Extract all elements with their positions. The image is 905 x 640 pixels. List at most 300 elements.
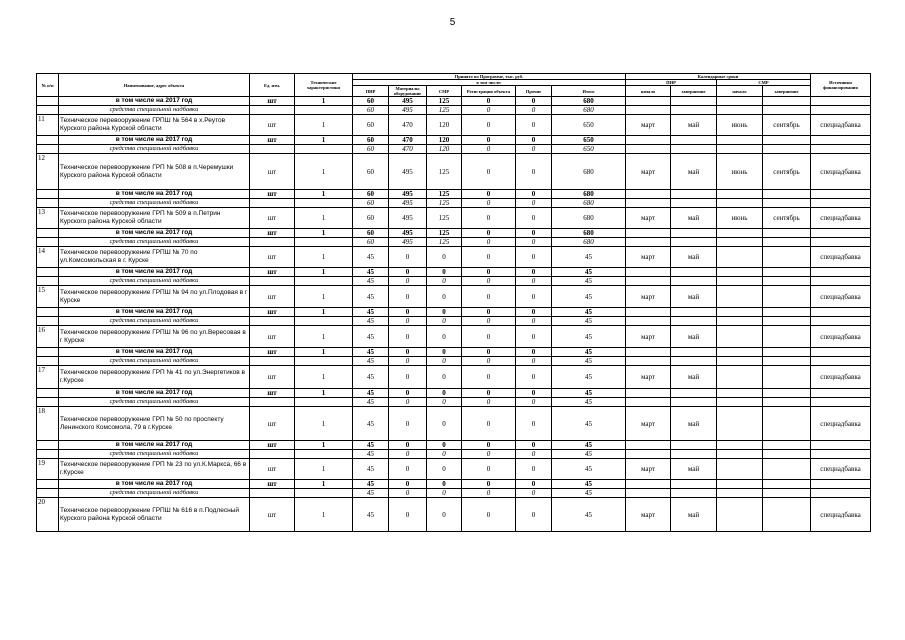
header-smr: СМР	[427, 86, 462, 97]
cell-materials: 495	[389, 154, 427, 190]
cell-tech: 1	[295, 229, 353, 238]
table-row-fund	[37, 357, 871, 366]
header-pir-start: начало	[626, 86, 671, 97]
cell-registration: 0	[462, 208, 516, 229]
cell-tech: 1	[295, 389, 353, 398]
cell-pir: 60	[353, 97, 389, 106]
header-tech: Технические характеристики	[295, 74, 353, 97]
row-label: в том числе на 2017 год	[59, 190, 250, 199]
cell-registration: 0	[462, 480, 516, 489]
header-pir: ПИР	[353, 86, 389, 97]
cell-smr: 125	[427, 190, 462, 199]
cell-smr-start: июнь	[717, 208, 763, 229]
cell-num: 14	[37, 247, 59, 268]
cell-registration: 0	[462, 145, 516, 154]
row-label: в том числе на 2017 год	[59, 389, 250, 398]
cell-pir: 45	[353, 308, 389, 317]
cell-num: 13	[37, 208, 59, 229]
table-row-fund	[37, 489, 871, 498]
cell-smr: 120	[427, 115, 462, 136]
cell-smr: 0	[427, 480, 462, 489]
table-row-including-2017	[37, 441, 871, 450]
cell-smr: 0	[427, 366, 462, 389]
row-label: в том числе на 2017 год	[59, 308, 250, 317]
cell-registration: 0	[462, 317, 516, 326]
cell-other: 0	[516, 357, 552, 366]
cell-pir: 45	[353, 247, 389, 268]
cell-materials: 470	[389, 136, 427, 145]
cell-registration: 0	[462, 389, 516, 398]
cell-materials: 495	[389, 238, 427, 247]
cell-object-name: Техническое перевооружение ГРП № 41 по ул.Энергетиков в г.Курске	[59, 366, 250, 389]
cell-total: 650	[552, 136, 626, 145]
cell-tech: 1	[295, 190, 353, 199]
cell-tech: 1	[295, 480, 353, 489]
cell-pir-start: март	[626, 247, 671, 268]
cell-smr-start	[717, 459, 763, 480]
table-row-fund	[37, 277, 871, 286]
cell-other: 0	[516, 308, 552, 317]
cell-smr-end: сентябрь	[763, 115, 811, 136]
cell-tech: 1	[295, 498, 353, 532]
cell-registration: 0	[462, 154, 516, 190]
cell-source: спецнадбавка	[811, 326, 871, 348]
row-label: средства специальной надбавки	[59, 489, 250, 498]
cell-pir-end: май	[671, 208, 717, 229]
cell-materials: 0	[389, 366, 427, 389]
cell-registration: 0	[462, 407, 516, 441]
cell-unit: шт	[250, 366, 295, 389]
header-including: в том числе:	[353, 80, 626, 86]
cell-pir: 45	[353, 407, 389, 441]
cell-total: 45	[552, 489, 626, 498]
cell-smr: 125	[427, 106, 462, 115]
header-num: № п/п	[37, 74, 59, 97]
cell-pir: 45	[353, 268, 389, 277]
cell-tech: 1	[295, 115, 353, 136]
cell-total: 45	[552, 441, 626, 450]
cell-pir-end: май	[671, 115, 717, 136]
cell-total: 45	[552, 398, 626, 407]
header-unit: Ед. изм.	[250, 74, 295, 97]
cell-unit: шт	[250, 208, 295, 229]
row-label: средства специальной надбавки	[59, 238, 250, 247]
cell-other: 0	[516, 154, 552, 190]
cell-num: 15	[37, 286, 59, 308]
cell-unit: шт	[250, 498, 295, 532]
cell-total: 45	[552, 459, 626, 480]
table-row-including-2017	[37, 389, 871, 398]
cell-pir: 45	[353, 398, 389, 407]
cell-other: 0	[516, 498, 552, 532]
cell-total: 45	[552, 498, 626, 532]
cell-smr: 0	[427, 498, 462, 532]
cell-total: 45	[552, 407, 626, 441]
header-registration: Регистрация объекта	[462, 86, 516, 97]
cell-source: спецнадбавка	[811, 208, 871, 229]
cell-total: 650	[552, 145, 626, 154]
cell-other: 0	[516, 145, 552, 154]
cell-registration: 0	[462, 326, 516, 348]
table-row-object	[37, 154, 871, 190]
table-header	[37, 74, 871, 97]
cell-pir-end: май	[671, 366, 717, 389]
cell-total: 45	[552, 348, 626, 357]
cell-materials: 0	[389, 247, 427, 268]
row-label: средства специальной надбавки	[59, 277, 250, 286]
header-cal-pir: ПИР	[626, 80, 717, 86]
cell-pir: 60	[353, 190, 389, 199]
table-row-object	[37, 247, 871, 268]
cell-registration: 0	[462, 357, 516, 366]
row-label: средства специальной надбавки	[59, 357, 250, 366]
cell-materials: 0	[389, 480, 427, 489]
cell-other: 0	[516, 450, 552, 459]
cell-unit: шт	[250, 286, 295, 308]
cell-materials: 0	[389, 441, 427, 450]
cell-total: 680	[552, 199, 626, 208]
cell-smr: 0	[427, 389, 462, 398]
table-row-including-2017	[37, 308, 871, 317]
table-row-fund	[37, 238, 871, 247]
cell-total: 680	[552, 106, 626, 115]
cell-materials: 470	[389, 145, 427, 154]
cell-smr: 0	[427, 317, 462, 326]
cell-materials: 495	[389, 190, 427, 199]
table-row-object	[37, 286, 871, 308]
cell-total: 45	[552, 450, 626, 459]
cell-pir: 45	[353, 459, 389, 480]
cell-other: 0	[516, 268, 552, 277]
cell-unit: шт	[250, 326, 295, 348]
cell-smr: 120	[427, 136, 462, 145]
cell-total: 45	[552, 357, 626, 366]
cell-materials: 0	[389, 277, 427, 286]
cell-materials: 0	[389, 317, 427, 326]
header-smr-end: завершение	[763, 86, 811, 97]
cell-smr-end	[763, 247, 811, 268]
cell-tech: 1	[295, 441, 353, 450]
cell-object-name: Техническое перевооружение ГРП № 23 по ул.К.Маркса, 66 в г.Курске	[59, 459, 250, 480]
cell-other: 0	[516, 238, 552, 247]
cell-other: 0	[516, 326, 552, 348]
cell-total: 680	[552, 208, 626, 229]
cell-source: спецнадбавка	[811, 247, 871, 268]
cell-materials: 0	[389, 357, 427, 366]
table-row-fund	[37, 106, 871, 115]
cell-total: 650	[552, 115, 626, 136]
cell-unit: шт	[250, 229, 295, 238]
cell-materials: 0	[389, 348, 427, 357]
cell-other: 0	[516, 286, 552, 308]
row-label: в том числе на 2017 год	[59, 97, 250, 106]
header-total: Итого	[552, 86, 626, 97]
cell-tech: 1	[295, 366, 353, 389]
cell-pir: 45	[353, 480, 389, 489]
cell-source: спецнадбавка	[811, 459, 871, 480]
cell-registration: 0	[462, 441, 516, 450]
row-label: в том числе на 2017 год	[59, 480, 250, 489]
cell-tech: 1	[295, 154, 353, 190]
cell-pir: 60	[353, 208, 389, 229]
cell-unit: шт	[250, 407, 295, 441]
cell-pir-start: март	[626, 154, 671, 190]
cell-pir-end: май	[671, 407, 717, 441]
cell-other: 0	[516, 480, 552, 489]
cell-object-name: Техническое перевооружение ГРПШ № 70 по ул.Комсомольская в г. Курске	[59, 247, 250, 268]
cell-registration: 0	[462, 489, 516, 498]
cell-pir-start: март	[626, 459, 671, 480]
cell-smr: 0	[427, 277, 462, 286]
row-label: средства специальной надбавки	[59, 398, 250, 407]
cell-pir-start: март	[626, 208, 671, 229]
cell-other: 0	[516, 106, 552, 115]
cell-source: спецнадбавка	[811, 286, 871, 308]
cell-source: спецнадбавка	[811, 154, 871, 190]
cell-smr: 0	[427, 450, 462, 459]
cell-pir-end: май	[671, 154, 717, 190]
cell-pir-start: март	[626, 326, 671, 348]
cell-total: 45	[552, 277, 626, 286]
cell-registration: 0	[462, 106, 516, 115]
cell-smr: 0	[427, 407, 462, 441]
cell-pir: 45	[353, 348, 389, 357]
cell-num: 19	[37, 459, 59, 480]
cell-pir-start: март	[626, 407, 671, 441]
table-row-including-2017	[37, 97, 871, 106]
cell-tech: 1	[295, 208, 353, 229]
cell-pir: 45	[353, 286, 389, 308]
table-row-including-2017	[37, 268, 871, 277]
cell-unit: шт	[250, 308, 295, 317]
cell-other: 0	[516, 208, 552, 229]
cell-materials: 0	[389, 450, 427, 459]
cell-pir: 45	[353, 441, 389, 450]
cell-smr-start	[717, 247, 763, 268]
cell-registration: 0	[462, 348, 516, 357]
cell-total: 45	[552, 389, 626, 398]
cell-smr: 0	[427, 441, 462, 450]
cell-registration: 0	[462, 277, 516, 286]
cell-smr-start: июнь	[717, 154, 763, 190]
cell-pir: 60	[353, 238, 389, 247]
cell-unit: шт	[250, 136, 295, 145]
cell-registration: 0	[462, 286, 516, 308]
cell-pir-start: март	[626, 115, 671, 136]
cell-other: 0	[516, 136, 552, 145]
header-source: Источники финансирования	[811, 74, 871, 97]
row-label: в том числе на 2017 год	[59, 229, 250, 238]
cell-object-name: Техническое перевооружение ГРПШ № 96 по ул.Вересовая в г Курске	[59, 326, 250, 348]
cell-total: 45	[552, 308, 626, 317]
cell-unit: шт	[250, 459, 295, 480]
cell-tech: 1	[295, 286, 353, 308]
header-materials: Материалы оборудование	[389, 86, 427, 97]
cell-materials: 0	[389, 268, 427, 277]
header-calendar: Календарные сроки	[626, 74, 811, 80]
cell-materials: 0	[389, 389, 427, 398]
cell-pir: 45	[353, 366, 389, 389]
cell-pir: 45	[353, 489, 389, 498]
cell-smr: 125	[427, 154, 462, 190]
cell-tech: 1	[295, 407, 353, 441]
cell-total: 45	[552, 247, 626, 268]
cell-num: 12	[37, 154, 59, 190]
cell-smr-start	[717, 498, 763, 532]
table-row-including-2017	[37, 190, 871, 199]
cell-other: 0	[516, 247, 552, 268]
table-row-fund	[37, 317, 871, 326]
cell-smr-start	[717, 407, 763, 441]
cell-other: 0	[516, 489, 552, 498]
header-other: Прочие	[516, 86, 552, 97]
cell-pir: 60	[353, 199, 389, 208]
table-row-including-2017	[37, 348, 871, 357]
cell-other: 0	[516, 277, 552, 286]
row-label: средства специальной надбавки	[59, 199, 250, 208]
cell-smr-end: сентябрь	[763, 154, 811, 190]
cell-registration: 0	[462, 229, 516, 238]
table-row-object	[37, 407, 871, 441]
cell-other: 0	[516, 229, 552, 238]
cell-pir-end: май	[671, 247, 717, 268]
cell-pir: 45	[353, 357, 389, 366]
cell-total: 680	[552, 190, 626, 199]
cell-total: 680	[552, 229, 626, 238]
cell-unit: шт	[250, 97, 295, 106]
cell-smr-end	[763, 326, 811, 348]
cell-materials: 0	[389, 407, 427, 441]
cell-materials: 0	[389, 498, 427, 532]
cell-num: 17	[37, 366, 59, 389]
table-body	[37, 97, 871, 532]
cell-other: 0	[516, 348, 552, 357]
cell-pir: 45	[353, 317, 389, 326]
cell-tech: 1	[295, 97, 353, 106]
cell-pir: 45	[353, 277, 389, 286]
cell-smr-end	[763, 366, 811, 389]
cell-smr-end	[763, 407, 811, 441]
table-row-object	[37, 208, 871, 229]
cell-other: 0	[516, 115, 552, 136]
cell-smr-end	[763, 498, 811, 532]
cell-object-name: Техническое перевооружение ГРПШ № 616 в п.Подлесный Курского района Курской области	[59, 498, 250, 532]
cell-smr: 125	[427, 199, 462, 208]
cell-pir: 45	[353, 450, 389, 459]
cell-unit: шт	[250, 389, 295, 398]
cell-smr: 0	[427, 286, 462, 308]
table-row-object	[37, 498, 871, 532]
cell-smr: 0	[427, 489, 462, 498]
cell-smr: 120	[427, 145, 462, 154]
cell-tech: 1	[295, 459, 353, 480]
cell-smr-start: июнь	[717, 115, 763, 136]
cell-pir-start: март	[626, 286, 671, 308]
cell-unit: шт	[250, 480, 295, 489]
cell-registration: 0	[462, 247, 516, 268]
cell-materials: 0	[389, 308, 427, 317]
cell-registration: 0	[462, 459, 516, 480]
cell-materials: 0	[389, 489, 427, 498]
cell-smr: 125	[427, 97, 462, 106]
cell-smr: 0	[427, 268, 462, 277]
cell-pir: 45	[353, 389, 389, 398]
table-row-object	[37, 326, 871, 348]
header-cal-smr: СМР	[717, 80, 811, 86]
cell-materials: 495	[389, 97, 427, 106]
page-number: 5	[449, 17, 456, 28]
cell-smr: 0	[427, 398, 462, 407]
table-row-including-2017	[37, 229, 871, 238]
cell-pir-end: май	[671, 326, 717, 348]
cell-registration: 0	[462, 308, 516, 317]
cell-pir: 45	[353, 326, 389, 348]
cell-pir: 60	[353, 145, 389, 154]
program-table	[36, 73, 871, 532]
cell-pir-end: май	[671, 498, 717, 532]
row-label: средства специальной надбавки	[59, 145, 250, 154]
cell-registration: 0	[462, 238, 516, 247]
row-label: в том числе на 2017 год	[59, 348, 250, 357]
cell-smr-end: сентябрь	[763, 208, 811, 229]
cell-registration: 0	[462, 366, 516, 389]
cell-registration: 0	[462, 136, 516, 145]
table-row-including-2017	[37, 480, 871, 489]
cell-pir: 45	[353, 498, 389, 532]
header-program: Принято по Программе, тыс. руб.	[353, 74, 626, 80]
cell-other: 0	[516, 199, 552, 208]
cell-materials: 495	[389, 229, 427, 238]
row-label: средства специальной надбавки	[59, 106, 250, 115]
cell-total: 45	[552, 317, 626, 326]
row-label: в том числе на 2017 год	[59, 441, 250, 450]
cell-source: спецнадбавка	[811, 407, 871, 441]
table-row-fund	[37, 199, 871, 208]
cell-object-name: Техническое перевооружение ГРП № 50 по проспекту Ленинского Комсомола, 79 в г.Курске	[59, 407, 250, 441]
table-row-fund	[37, 450, 871, 459]
cell-materials: 495	[389, 208, 427, 229]
cell-pir-start: март	[626, 366, 671, 389]
cell-other: 0	[516, 441, 552, 450]
cell-total: 680	[552, 154, 626, 190]
cell-registration: 0	[462, 190, 516, 199]
cell-pir: 60	[353, 154, 389, 190]
cell-smr: 0	[427, 326, 462, 348]
cell-smr: 0	[427, 357, 462, 366]
cell-registration: 0	[462, 97, 516, 106]
cell-smr-start	[717, 366, 763, 389]
cell-pir: 60	[353, 229, 389, 238]
cell-object-name: Техническое перевооружение ГРП № 509 в п.Петрин Курского района Курской области	[59, 208, 250, 229]
cell-other: 0	[516, 389, 552, 398]
cell-smr: 0	[427, 308, 462, 317]
cell-materials: 0	[389, 286, 427, 308]
row-label: средства специальной надбавки	[59, 450, 250, 459]
cell-materials: 0	[389, 459, 427, 480]
cell-total: 45	[552, 326, 626, 348]
cell-other: 0	[516, 398, 552, 407]
table-row-including-2017	[37, 136, 871, 145]
cell-source: спецнадбавка	[811, 366, 871, 389]
cell-materials: 0	[389, 326, 427, 348]
table-row-object	[37, 115, 871, 136]
cell-registration: 0	[462, 498, 516, 532]
cell-pir-end: май	[671, 459, 717, 480]
cell-unit: шт	[250, 441, 295, 450]
table-row-fund	[37, 145, 871, 154]
cell-total: 45	[552, 480, 626, 489]
cell-pir-end: май	[671, 286, 717, 308]
